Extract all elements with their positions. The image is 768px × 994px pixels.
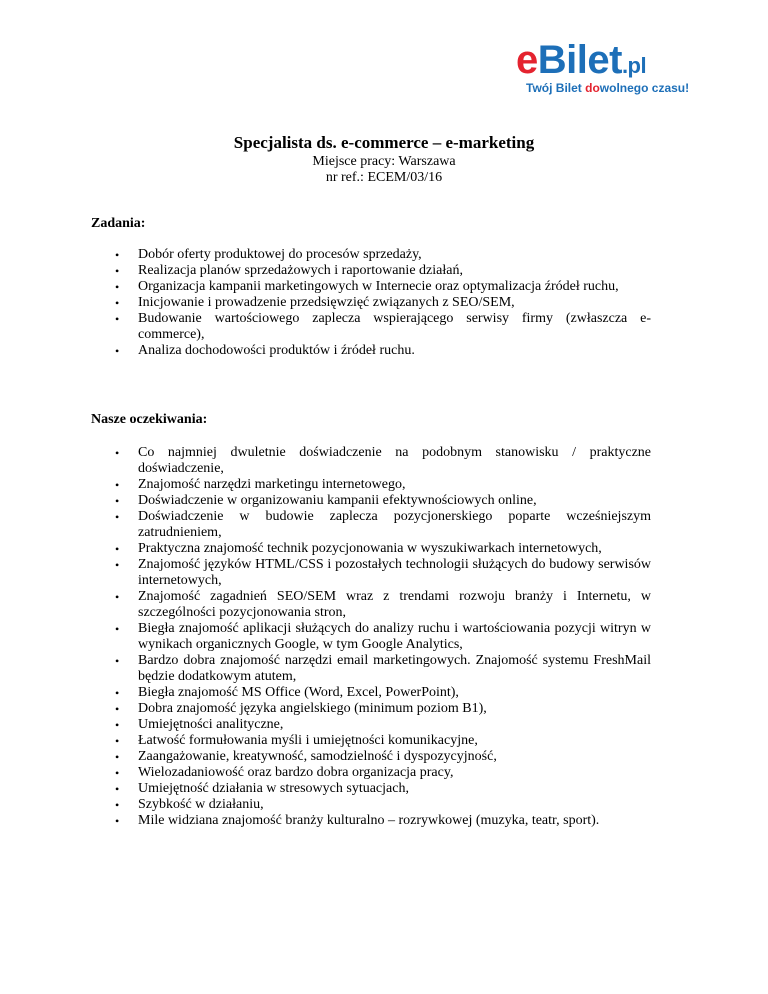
expectation-item: • Doświadczenie w budowie zaplecza pozycjonerskiego poparte wcześniejszym zatrudnieniem, — [91, 509, 651, 541]
expectations-list — [91, 445, 651, 829]
expectation-item: • Łatwość formułowania myśli i umiejętności komunikacyjne, — [91, 733, 651, 749]
task-item: • Inicjowanie i prowadzenie przedsięwzięć związanych z SEO/SEM, — [91, 295, 651, 311]
tasks-heading: Zadania: — [91, 216, 146, 231]
logo-wordmark — [516, 38, 646, 83]
task-item: • Dobór oferty produktowej do procesów sprzedaży, — [91, 247, 651, 263]
task-item: • Organizacja kampanii marketingowych w Internecie oraz optymalizacja źródeł ruchu, — [91, 279, 651, 295]
expectation-item: • Mile widziana znajomość branży kulturalno – rozrywkowej (muzyka, teatr, sport). — [91, 813, 651, 829]
logo-tagline-part2: do — [585, 81, 600, 95]
logo-pl: .pl — [621, 53, 647, 78]
expectation-item: • Bardzo dobra znajomość narzędzi email marketingowych. Znajomość systemu FreshMail będzie dodatkowym atutem, — [91, 653, 651, 685]
work-location: Miejsce pracy: Warszawa — [312, 154, 456, 169]
expectation-item: • Co najmniej dwuletnie doświadczenie na podobnym stanowisku / praktyczne doświadczenie, — [91, 445, 651, 477]
logo-tagline — [526, 81, 689, 95]
expectation-item: • Znajomość zagadnień SEO/SEM wraz z trendami rozwoju branży i Internetu, w szczególności pozycjonowania stron, — [91, 589, 651, 621]
task-item: • Realizacja planów sprzedażowych i raportowanie działań, — [91, 263, 651, 279]
logo-e: e — [516, 38, 538, 82]
expectation-item: • Umiejętności analityczne, — [91, 717, 651, 733]
task-item: • Analiza dochodowości produktów i źródeł ruchu. — [91, 343, 651, 359]
reference-number: nr ref.: ECEM/03/16 — [325, 170, 443, 185]
expectations-heading: Nasze oczekiwania: — [91, 412, 208, 427]
expectation-item: • Szybkość w działaniu, — [91, 797, 651, 813]
expectation-item: • Doświadczenie w organizowaniu kampanii efektywnościowych online, — [91, 493, 651, 509]
tasks-list — [91, 247, 651, 359]
expectation-item: • Biegła znajomość aplikacji służących do analizy ruchu i wartościowania pozycji witryn w wynikach organicznych Google, w tym Google Analytics, — [91, 621, 651, 653]
expectation-item: • Znajomość języków HTML/CSS i pozostałych technologii służących do budowy serwisów internetowych, — [91, 557, 651, 589]
expectation-item: • Wielozadaniowość oraz bardzo dobra organizacja pracy, — [91, 765, 651, 781]
expectation-item: • Znajomość narzędzi marketingu internetowego, — [91, 477, 651, 493]
logo-bilet: Bilet — [537, 38, 622, 82]
expectation-item: • Zaangażowanie, kreatywność, samodzielność i dyspozycyjność, — [91, 749, 651, 765]
ebilet-logo — [516, 38, 696, 98]
expectation-item: • Dobra znajomość języka angielskiego (minimum poziom B1), — [91, 701, 651, 717]
logo-tagline-part3: wolnego czasu! — [599, 81, 690, 95]
task-item: • Budowanie wartościowego zaplecza wspierającego serwisy firmy (zwłaszcza e-commerce), — [91, 311, 651, 343]
expectation-item: • Biegła znajomość MS Office (Word, Excel, PowerPoint), — [91, 685, 651, 701]
expectation-item: • Praktyczna znajomość technik pozycjonowania w wyszukiwarkach internetowych, — [91, 541, 651, 557]
logo-tagline-part1: Twój Bilet — [526, 81, 586, 95]
expectation-item: • Umiejętność działania w stresowych sytuacjach, — [91, 781, 651, 797]
job-title: Specjalista ds. e-commerce – e-marketing — [233, 133, 535, 152]
